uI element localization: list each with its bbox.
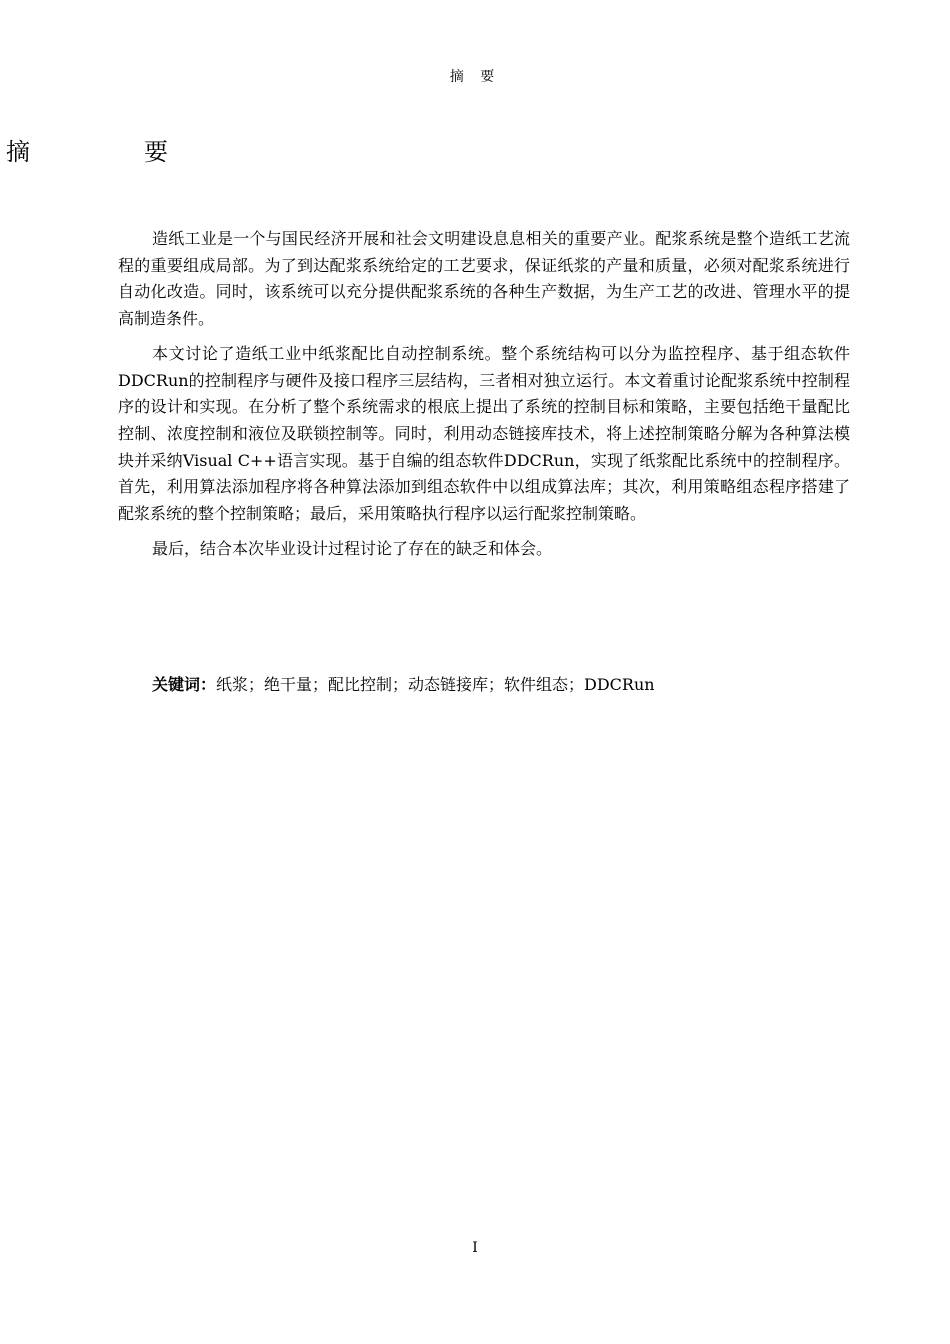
- keywords-values: 纸浆；绝干量；配比控制；动态链接库；软件组态；DDCRun: [216, 675, 655, 694]
- paragraph-3: 最后，结合本次毕业设计过程讨论了存在的缺乏和体会。: [152, 538, 553, 558]
- title-char-2: 要: [144, 138, 168, 166]
- paragraph-1: 造纸工业是一个与国民经济开展和社会文明建设息息相关的重要产业。配浆系统是整个造纸工艺流程的重要组成局部。为了到达配浆系统给定的工艺要求，保证纸浆的产量和质量，必须对配浆系统进行自动化改造。同时，该系统可以充分提供配浆系统的各种生产数据，为生产工艺的改进、管理水平的提高制造条件。: [118, 229, 850, 329]
- page-number: I: [472, 1240, 478, 1256]
- abstract-body: [118, 226, 850, 570]
- keywords-label: 关键词：: [152, 675, 217, 694]
- title-char-1: 摘: [6, 138, 30, 166]
- keywords-line: [152, 672, 655, 698]
- running-header: 摘 要: [449, 69, 501, 85]
- page-title: [6, 136, 168, 168]
- paragraph-2: 本文讨论了造纸工业中纸浆配比自动控制系统。整个系统结构可以分为监控程序、基于组态软件 DDCRun的控制程序与硬件及接口程序三层结构，三者相对独立运行。本文着重讨论配浆系统中控制程序的设计和实现。在分析了整个系统需求的根底上提出了系统的控制目标和策略，主要包括绝干量配比控制、浓度控制和液位及联锁控制等。同时，利用动态链接库技术，将上述控制策略分解为各种算法模块并采纳Visual C++语言实现。基于自编的组态软件DDCRun，实现了纸浆配比系统中的控制程序。首先，利用算法添加程序将各种算法添加到组态软件中以组成算法库；其次，利用策略组态程序搭建了配浆系统的整个控制策略；最后，采用策略执行程序以运行配浆控制策略。: [118, 343, 850, 524]
